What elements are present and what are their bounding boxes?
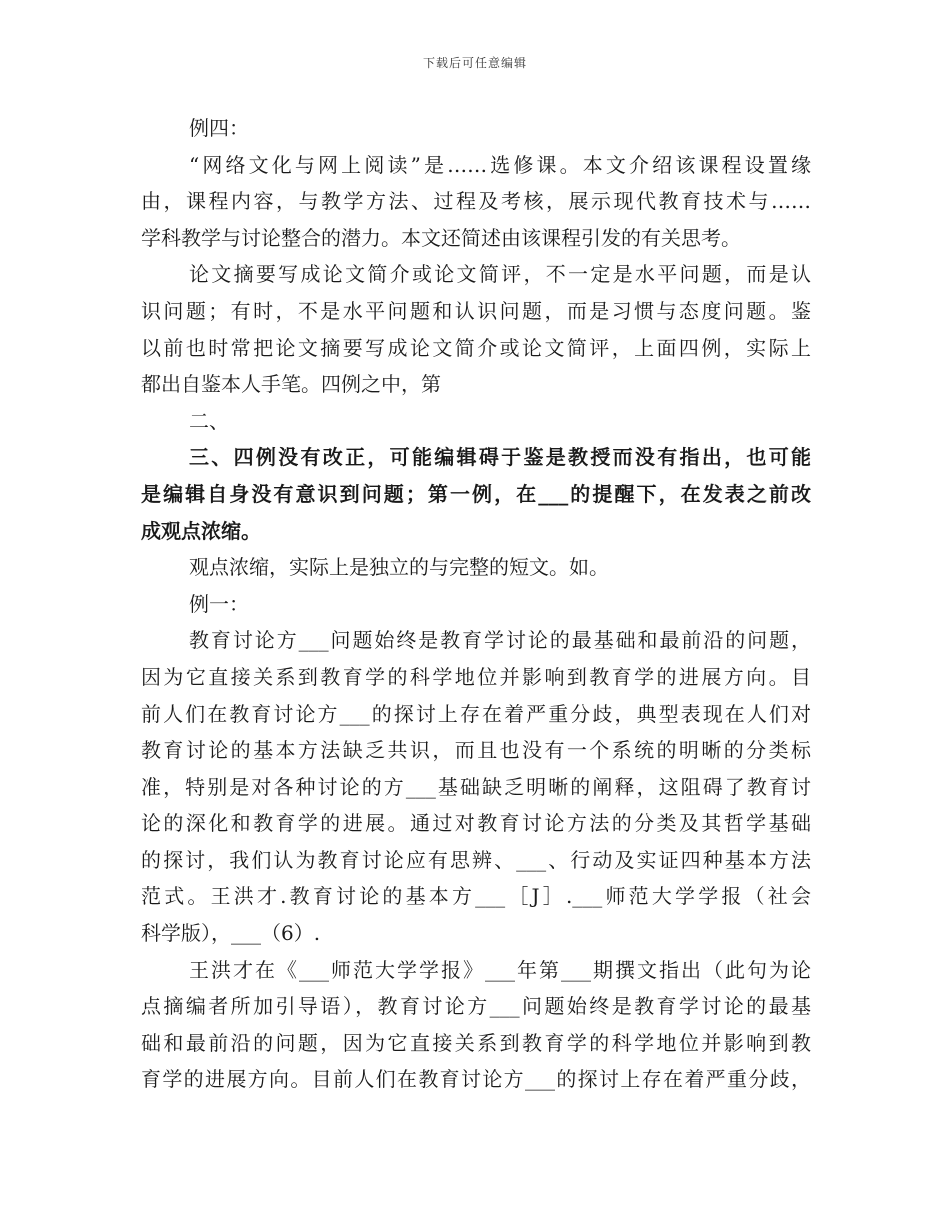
text-line: 前人们在教育讨论方___的探讨上存在着严重分歧，典型表现在人们对 bbox=[141, 701, 811, 726]
text-line: 育学的进展方向。目前人们在教育讨论方___的探讨上存在着严重分歧， bbox=[141, 1067, 811, 1092]
text-line: 因为它直接关系到教育学的科学地位并影响到教育学的进展方向。目 bbox=[141, 664, 811, 689]
bold-text-line: 成观点浓缩。 bbox=[141, 518, 261, 543]
text-line: 科学版），___（6）. bbox=[141, 921, 321, 946]
text-line: 础和最前沿的问题，因为它直接关系到教育学的科学地位并影响到教 bbox=[141, 1030, 811, 1055]
text-line: 的探讨，我们认为教育讨论应有思辨、___、行动及实证四种基本方法 bbox=[141, 847, 811, 872]
text-line: 观点浓缩，实际上是独立的与完整的短文。如。 bbox=[189, 555, 609, 580]
text-line: 例一： bbox=[189, 591, 249, 616]
text-line: 识问题；有时，不是水平问题和认识问题，而是习惯与态度问题。鉴 bbox=[141, 298, 811, 323]
text-line: 王洪才在《___师范大学学报》___年第___期撰文指出（此句为论 bbox=[189, 957, 811, 982]
text-line: 论文摘要写成论文简介或论文简评，不一定是水平问题，而是认 bbox=[189, 262, 811, 287]
page-header: 下载后可任意编辑 bbox=[422, 56, 527, 70]
text-line: 以前也时常把论文摘要写成论文简介或论文简评，上面四例，实际上 bbox=[141, 335, 811, 360]
text-line: 二、 bbox=[189, 408, 229, 433]
text-line: 教育讨论方___问题始终是教育学讨论的最基础和最前沿的问题， bbox=[189, 628, 811, 653]
document-body bbox=[141, 110, 811, 1098]
text-line: 都出自鉴本人手笔。四例之中，第 bbox=[141, 372, 441, 397]
bold-text-line: 是编辑自身没有意识到问题；第一例，在___的提醒下，在发表之前改 bbox=[141, 481, 811, 506]
text-line: “网络文化与网上阅读”是……选修课。本文介绍该课程设置缘 bbox=[189, 152, 811, 177]
text-line: 例四： bbox=[189, 116, 249, 140]
text-line: 论的深化和教育学的进展。通过对教育讨论方法的分类及其哲学基础 bbox=[141, 811, 811, 836]
text-line: 由，课程内容，与教学方法、过程及考核，展示现代教育技术与…… bbox=[141, 189, 811, 214]
text-line: 点摘编者所加引导语），教育讨论方___问题始终是教育学讨论的最基 bbox=[141, 994, 811, 1019]
text-line: 准，特别是对各种讨论的方___基础缺乏明晰的阐释，这阻碍了教育讨 bbox=[141, 774, 811, 799]
text-line: 学科教学与讨论整合的潜力。本文还简述由该课程引发的有关思考。 bbox=[141, 225, 741, 250]
text-line: 教育讨论的基本方法缺乏共识，而且也没有一个系统的明晰的分类标 bbox=[141, 738, 811, 763]
bold-text-line: 三、四例没有改正，可能编辑碍于鉴是教授而没有指出，也可能 bbox=[189, 445, 811, 470]
text-line: 范式。王洪才.教育讨论的基本方___［J］.___师范大学学报（社会 bbox=[141, 884, 811, 909]
